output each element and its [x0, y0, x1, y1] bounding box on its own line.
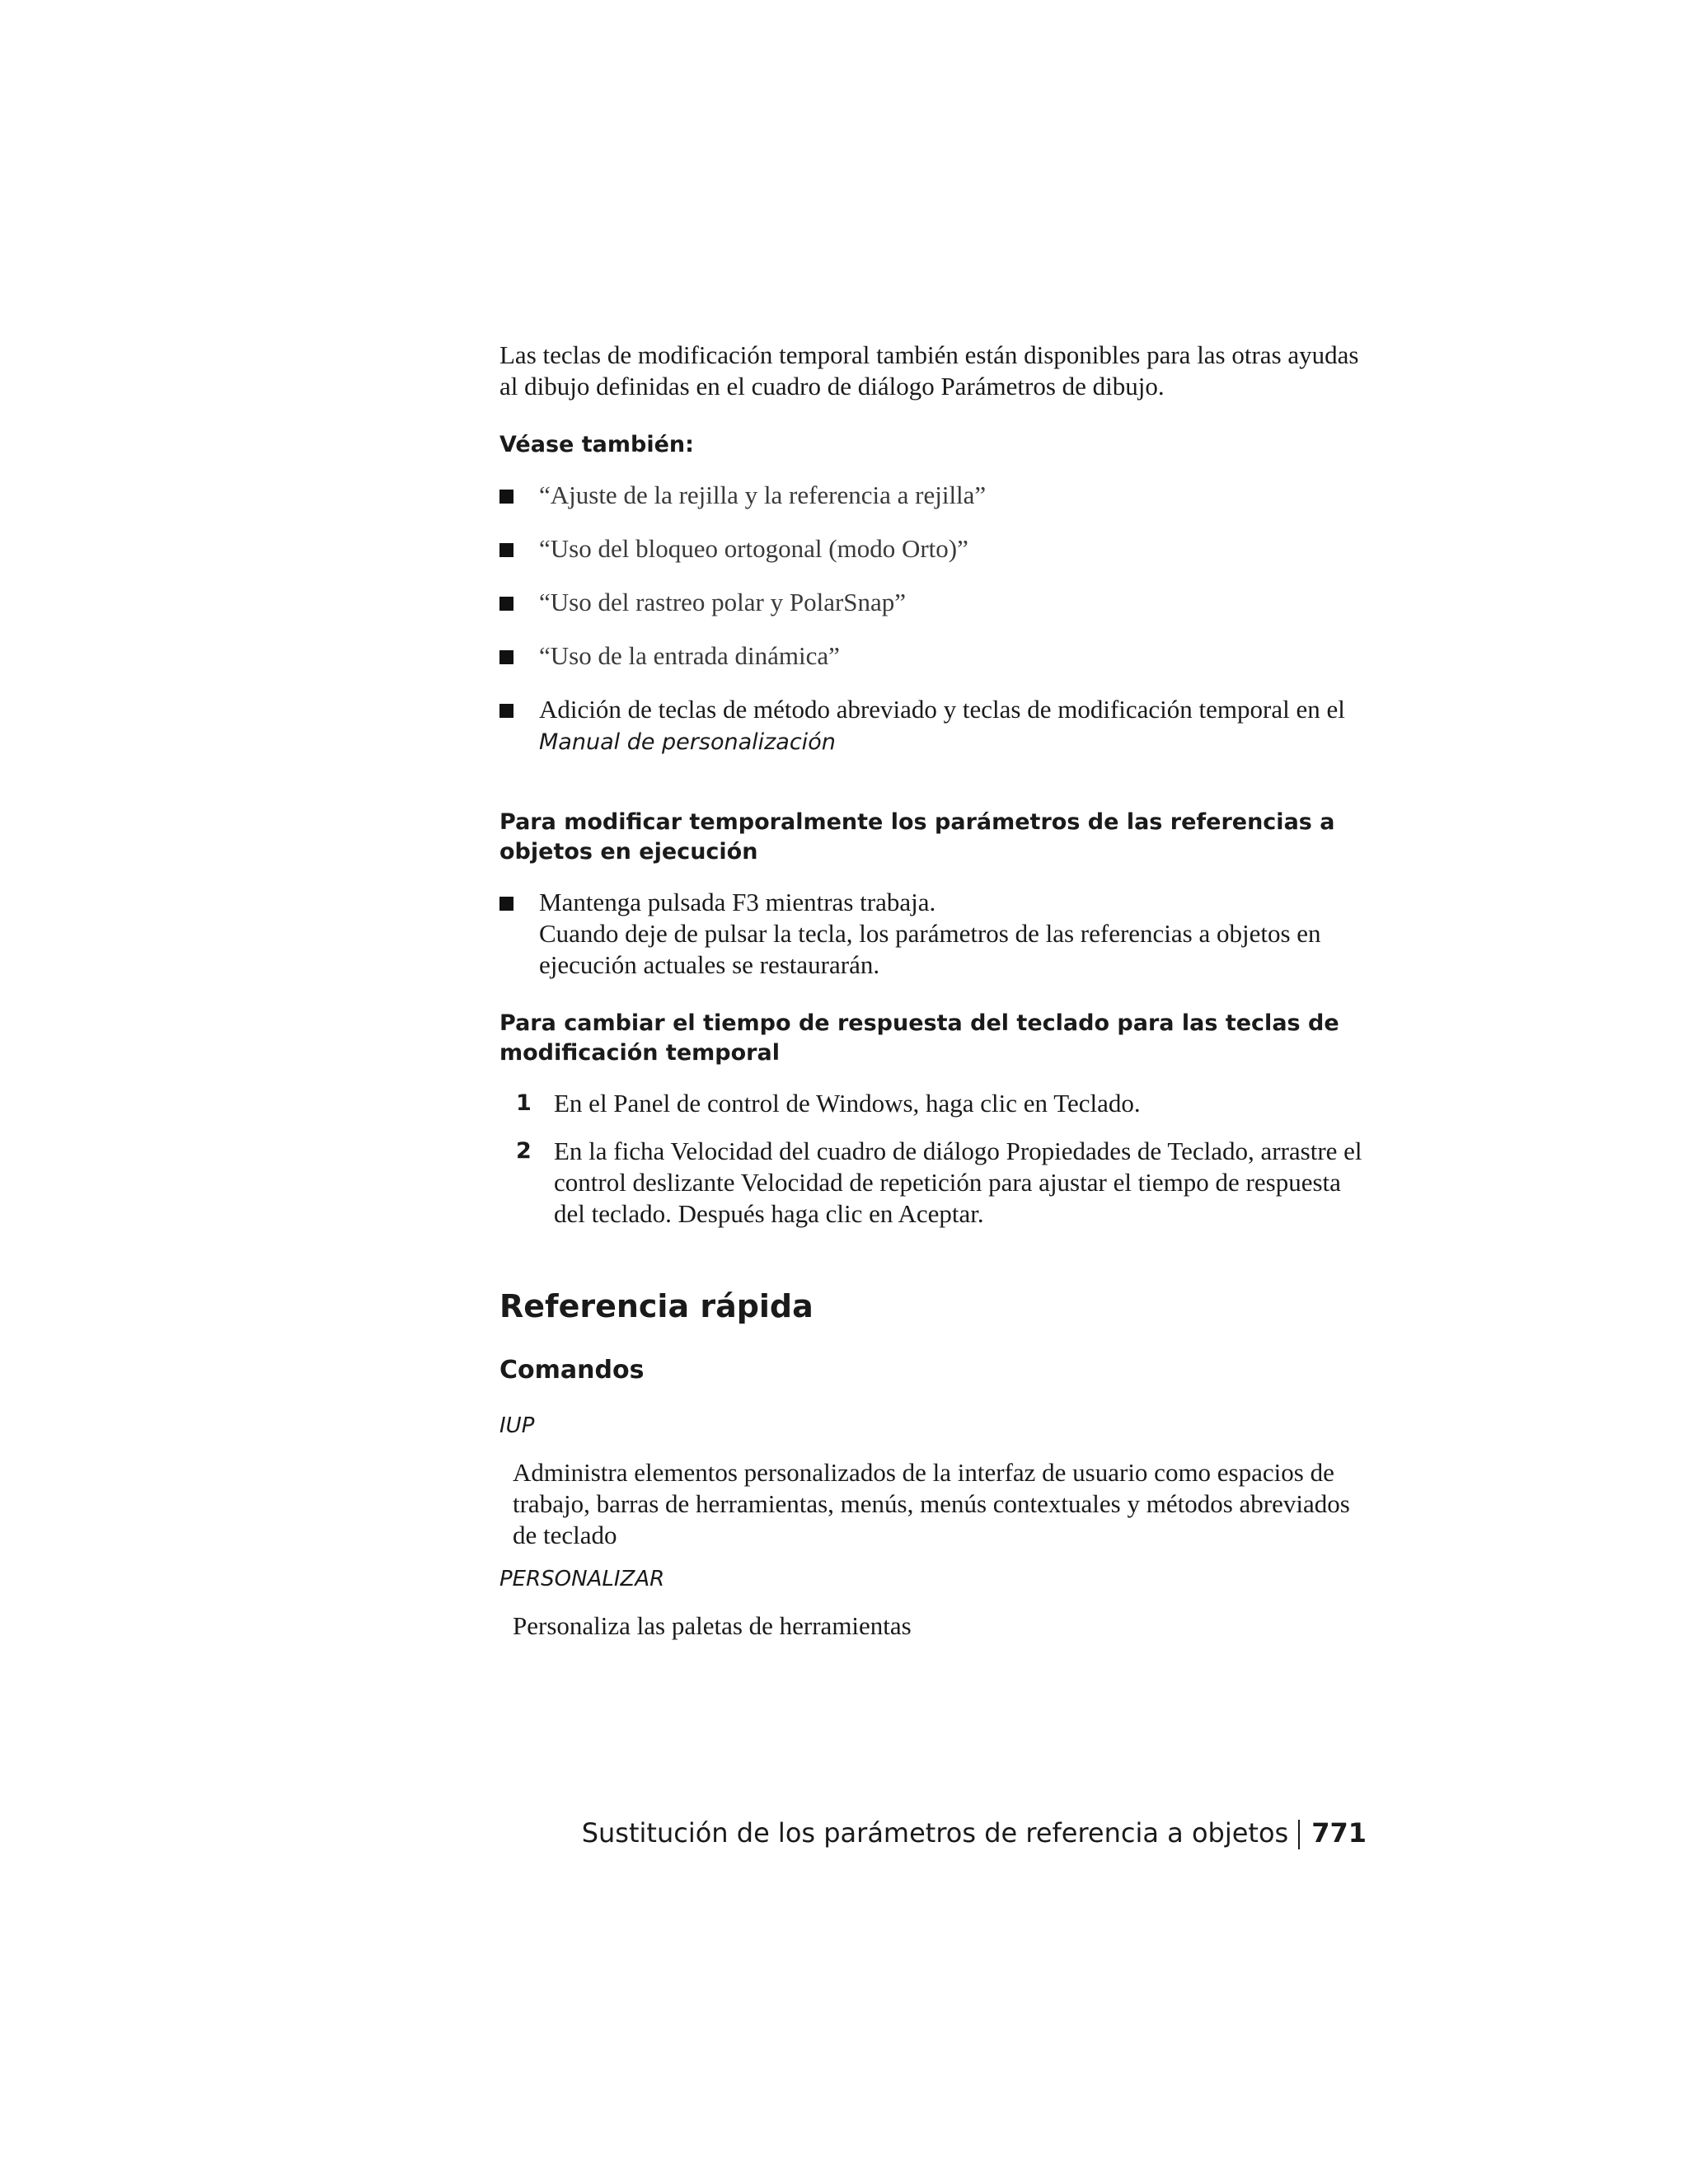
see-also-item[interactable]: [499, 480, 1373, 511]
bullet-icon: [499, 704, 513, 718]
intro-paragraph: Las teclas de modificación temporal también están disponibles para las otras ayudas al dibujo definidas en el cuadro de diálogo Parámetros de dibujo.: [499, 340, 1359, 401]
procedure-bullet: [499, 887, 1373, 981]
step-text: En el Panel de control de Windows, haga clic en Teclado.: [554, 1089, 1141, 1118]
commands-heading: Comandos: [499, 1356, 645, 1385]
footer-chapter-title: Sustitución de los parámetros de referencia a objetos: [581, 1817, 1289, 1849]
procedure-step: [499, 1136, 1373, 1230]
page-body: [499, 340, 1373, 1655]
step-number: 2: [516, 1138, 532, 1164]
footer-divider: [1298, 1820, 1300, 1849]
page-footer: [582, 1816, 1367, 1849]
command-name[interactable]: PERSONALIZAR: [499, 1567, 665, 1591]
bullet-icon: [499, 597, 513, 611]
see-also-item: [499, 694, 1373, 758]
cross-reference-link[interactable]: “Uso del bloqueo ortogonal (modo Orto)”: [539, 534, 968, 563]
see-also-item[interactable]: [499, 587, 1373, 618]
procedure-bullet-line1: Mantenga pulsada F3 mientras trabaja.: [539, 888, 936, 916]
page-number: 771: [1311, 1817, 1367, 1849]
cross-reference-link[interactable]: “Uso de la entrada dinámica”: [539, 641, 840, 670]
see-also-manual-text: Adición de teclas de método abreviado y teclas de modificación temporal en el: [539, 695, 1345, 724]
bullet-icon: [499, 543, 513, 557]
procedure-steps: [499, 1088, 1373, 1230]
see-also-item[interactable]: [499, 640, 1373, 672]
procedure-snap-list: [499, 887, 1373, 981]
command-description: Personaliza las paletas de herramientas: [513, 1611, 912, 1640]
step-number: 1: [516, 1090, 532, 1116]
see-also-heading: Véase también:: [499, 432, 694, 457]
see-also-item[interactable]: [499, 533, 1373, 565]
quick-reference-heading: Referencia rápida: [499, 1288, 814, 1324]
procedure-heading-keyboard: Para cambiar el tiempo de respuesta del teclado para las teclas de modificación temporal: [499, 1010, 1339, 1066]
command-entry: [499, 1411, 1373, 1551]
procedure-step: [499, 1088, 1373, 1119]
bullet-icon: [499, 490, 513, 504]
step-text: En la ficha Velocidad del cuadro de diálogo Propiedades de Teclado, arrastre el control deslizante Velocidad de repetición para ajustar el tiempo de respuesta del teclado. Después haga clic en Aceptar.: [554, 1137, 1362, 1228]
procedure-bullet-line2: Cuando deje de pulsar la tecla, los parámetros de las referencias a objetos en ejecución actuales se restaurarán.: [539, 919, 1321, 979]
cross-reference-link[interactable]: “Uso del rastreo polar y PolarSnap”: [539, 588, 907, 616]
procedure-heading-snap-override: Para modificar temporalmente los parámetros de las referencias a objetos en ejecución: [499, 809, 1335, 865]
cross-reference-link[interactable]: “Ajuste de la rejilla y la referencia a rejilla”: [539, 480, 987, 509]
command-description: Administra elementos personalizados de la interfaz de usuario como espacios de trabajo, barras de herramientas, menús, menús contextuales y métodos abreviados de teclado: [513, 1458, 1350, 1549]
command-name[interactable]: IUP: [499, 1413, 535, 1438]
bullet-icon: [499, 897, 513, 911]
bullet-icon: [499, 650, 513, 664]
command-entry: [499, 1564, 1373, 1642]
manual-title: Manual de personalización: [539, 729, 836, 755]
see-also-list: [499, 480, 1373, 758]
